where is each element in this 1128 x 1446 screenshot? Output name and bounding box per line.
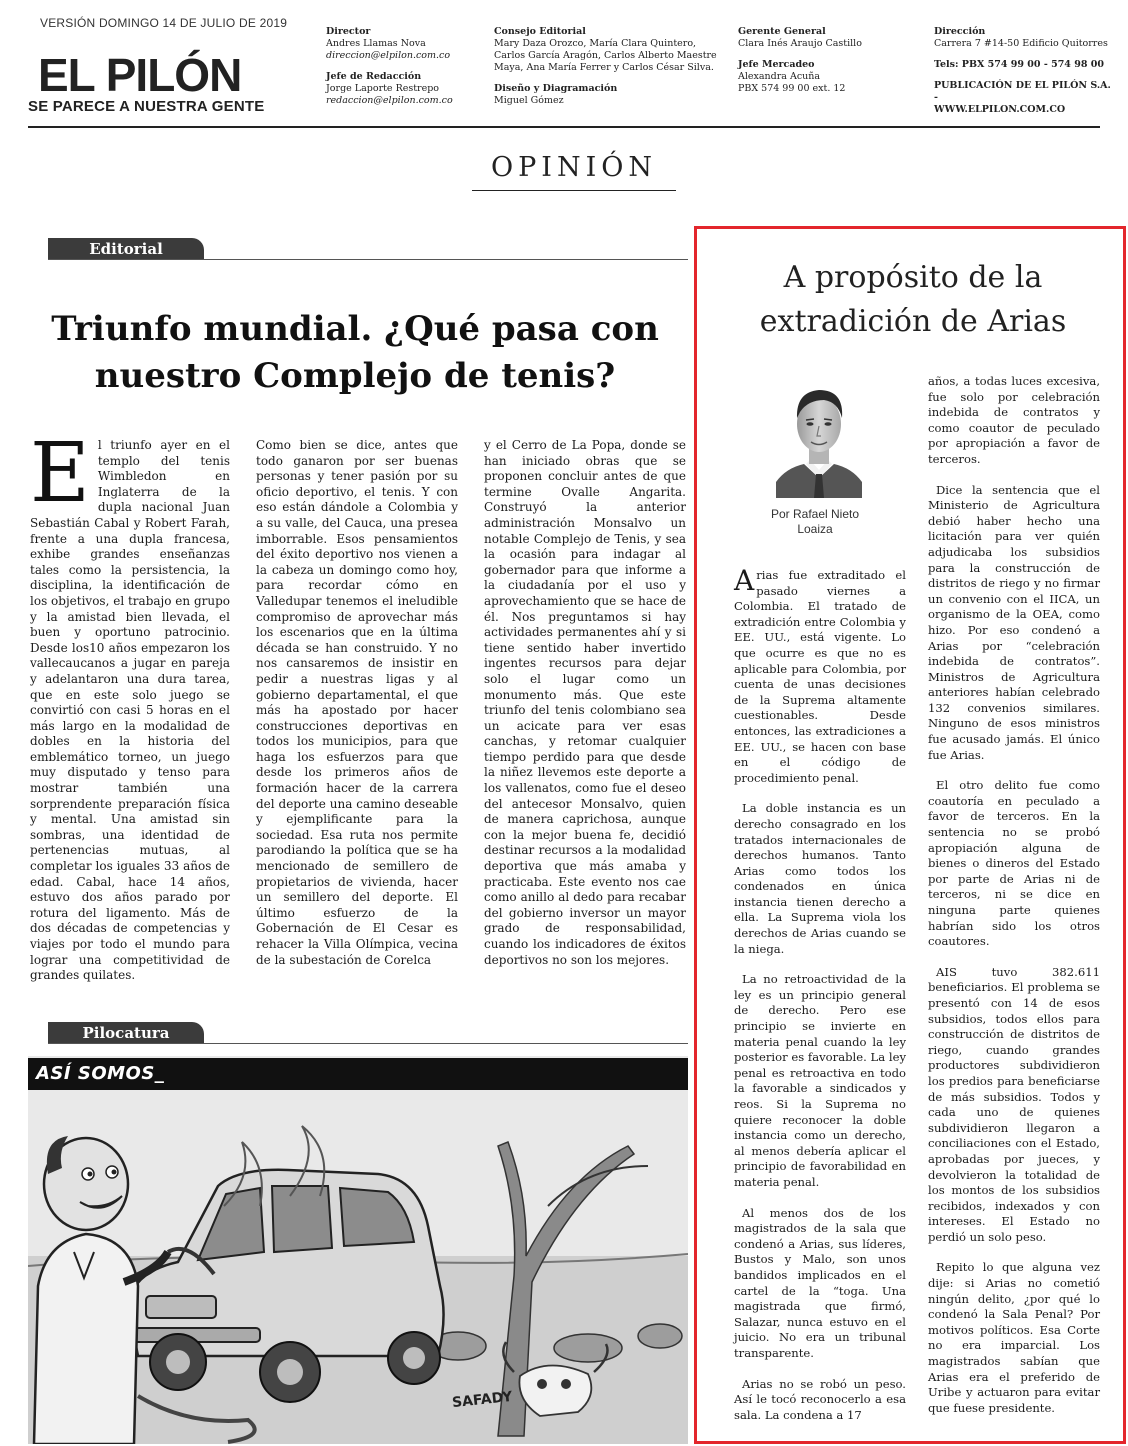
staff-director bbox=[326, 26, 486, 107]
mercadeo-phone: PBX 574 99 00 ext. 12 bbox=[738, 83, 846, 94]
redaccion-email: redaccion@elpilon.com.co bbox=[326, 95, 453, 106]
consejo-label: Consejo Editorial bbox=[494, 26, 586, 37]
mercadeo-label: Jefe Mercadeo bbox=[738, 59, 815, 70]
opinion-paragraph-text: rias fue extraditado el pasado viernes a Colombia. El tratado de extradición entre Colombia y EE. UU., está vigente. Lo que ocurre es que no es aplicable para Colombia, por cuenta de unas decisiones de la Suprema altamente cuestionables. Desde entonces, las extradiciones a EE. UU., se hacen con base en el código de procedimiento penal. bbox=[734, 568, 906, 785]
redaccion-name: Jorge Laporte Restrepo bbox=[326, 83, 439, 94]
opinion-paragraph: Al menos dos de los magistrados de la sala que condenó a Arias, sus líderes, Bustos y Malo, son unos bandidos implicados en el cartel de la “toga. Una magistrada que firmó, Salazar, nunca estuvo en el juicio. No era un tribunal transparente. bbox=[734, 1205, 906, 1360]
diseno-label: Diseño y Diagramación bbox=[494, 83, 618, 94]
cartoon-title: ASÍ SOMOS_ bbox=[36, 1063, 165, 1084]
opinion-column-left bbox=[734, 564, 906, 1438]
redaccion-label: Jefe de Redacción bbox=[326, 71, 422, 82]
byline-line: Por Rafael Nieto bbox=[770, 507, 860, 521]
section-title: OPINIÓN bbox=[490, 152, 658, 183]
opinion-paragraph: La doble instancia es un derecho consagrado en los tratados internacionales de derechos humanos. Tanto Arias como todos los condenados en única instancia tienen derecho a ella. La Suprema viola los derechos de Arias cuando se la niega. bbox=[734, 801, 906, 956]
opinion-headline bbox=[700, 256, 1126, 344]
opinion-paragraph: El otro delito fue como coautoría en peculado a favor de terceros. En la sentencia no se probó apropiación alguna de bienes o dineros del Estado por parte de Arias ni de terceros, ni se dice en ninguna parte quienes habrían sido los otros coautores. bbox=[928, 778, 1100, 949]
edition-date: VERSIÓN DOMINGO 14 DE JULIO DE 2019 bbox=[40, 16, 288, 30]
newspaper-tagline: SE PARECE A NUESTRA GENTE bbox=[28, 98, 265, 115]
opinion-headline-line: A propósito de la bbox=[783, 260, 1043, 295]
direccion-value: Carrera 7 #14-50 Edificio Quitorres bbox=[934, 38, 1108, 49]
gerente-label: Gerente General bbox=[738, 26, 826, 37]
opinion-column-right bbox=[928, 374, 1100, 1431]
editorial-column-1 bbox=[30, 426, 230, 984]
director-label: Director bbox=[326, 26, 371, 37]
staff-consejo bbox=[494, 26, 724, 107]
editorial-headline: Triunfo mundial. ¿Qué pasa con nuestro Complejo de tenis? bbox=[51, 309, 659, 396]
diseno-name: Miguel Gómez bbox=[494, 95, 564, 106]
phone-numbers: Tels: PBX 574 99 00 - 574 98 00 bbox=[934, 59, 1104, 70]
opinion-paragraph: Arias no se robó un peso. Así le tocó reconocerlo a esa sala. La condena a 17 bbox=[734, 1376, 906, 1422]
author-portrait bbox=[776, 378, 862, 498]
consejo-line: Maya, Ana María Ferrer y Carlos César Silva. bbox=[494, 62, 714, 73]
editorial-dropcap: E bbox=[30, 426, 90, 521]
opinion-byline bbox=[760, 507, 870, 537]
section-title-rule bbox=[472, 190, 676, 191]
publisher-line: PUBLICACIÓN DE EL PILÓN S.A. - bbox=[934, 80, 1111, 103]
newspaper-logo: EL PILÓN bbox=[38, 49, 242, 101]
editorial-tab: Editorial bbox=[48, 238, 204, 260]
staff-gerencia bbox=[738, 26, 918, 95]
direccion-label: Dirección bbox=[934, 26, 986, 37]
consejo-line: Carlos García Aragón, Carlos Alberto Maestre bbox=[494, 50, 717, 61]
opinion-paragraph: años, a todas luces excesiva, fue solo por celebración indebida de contratos y como coautor de peculado por apropiación a favor de terceros. bbox=[928, 374, 1100, 466]
opinion-headline-line: extradición de Arias bbox=[759, 304, 1067, 339]
masthead-divider bbox=[28, 126, 1100, 128]
staff-direccion bbox=[934, 26, 1114, 116]
opinion-paragraph: Repito lo que alguna vez dije: si Arias no cometió ningún delito, ¿por qué lo condenó la Sala Penal? Por motivos políticos. Esa Corte no era imparcial. Los magistrados sabían que Arias era el preferido de Uribe y actuaron para evitar que fuese presidente. bbox=[928, 1260, 1100, 1415]
editorial-column-2: Como bien se dice, antes que todo ganaron por ser buenas personas y tener pasión por su oficio deportivo, el tenis. Y con eso están dándole a Colombia y a su valle, del Cauca, una presea imborrable. Esos pensamientos del éxito deportivo nos vienen a la cabeza un domingo como hoy, para recordar cómo en Valledupar tenemos el ineludible compromiso de aprovechar más los escenarios que en la última década se han construido. Y no nos cansaremos de insistir en pedir a nuestras ligas y al gobierno departamental, el que más ha apostado por hacer construcciones deportivas en todos los municipios, para que haga los esfuerzos para que desde los primeros años de formación hacer de la carrera del deporte una camino deseable y ejemplificante para la sociedad. Esa ruta nos permite parodiando la política que se ha mencionado de semillero de propietarios de vivienda, hacer un semillero del deporte. El último esfuerzo de la Gobernación de El Cesar es rehacer la Villa Olímpica, vecina de la subestación de Corelca bbox=[256, 438, 458, 967]
editorial-rule bbox=[48, 259, 688, 260]
opinion-dropcap: A bbox=[734, 564, 755, 597]
opinion-paragraph: AIS tuvo 382.611 beneficiarios. El problema se presentó con 14 de esos subsidios, todos ellos para construcción de distritos de riego, cuando grandes productores subdividieron los predios para beneficiarse de más subsidios. Todos y cada uno de quienes subdividieron llegaron a conciliaciones con el Estado, aprobadas por jueces, y devolvieron la totalidad de los montos de los subsidios recibidos, indexados y con intereses. El Estado no perdió un solo peso. bbox=[928, 964, 1100, 1244]
website-link[interactable]: WWW.ELPILON.COM.CO bbox=[934, 104, 1066, 115]
consejo-line: Mary Daza Orozco, María Clara Quintero, bbox=[494, 38, 697, 49]
opinion-paragraph: La no retroactividad de la ley es un principio general de derecho. Pero ese principio se invierte en materia penal cuando la ley posterior es favorable. La ley penal es retroactiva en todo la favorable a sindicados y reos. Si la Suprema no quiere reconocer la doble instancia como un derecho, al menos debería aplicar el principio de favorabilidad en materia penal. bbox=[734, 972, 906, 1189]
director-email: direccion@elpilon.com.co bbox=[326, 50, 451, 61]
pilocatura-tab: Pilocatura bbox=[48, 1022, 204, 1044]
editorial-column-1-text: l triunfo ayer en el templo del tenis Wimbledon en Inglaterra de la dupla nacional Juan Sebastián Cabal y Robert Farah, frente a una dupla francesa, exhibe grandes enseñanzas tales como la persistencia, la disciplina, la identificación de los objetivos, el trabajo en grupo y la amistad bien llevada, el buen y oportuno patrocinio. Desde los10 años empezaron los vallecaucanos a jugar en pareja y adelantaron una dura tarea, que en este solo juego se convirtió con casi 5 horas en el más largo en la modalidad de dobles en la historia del emblemático torneo, un juego muy disputado y tenso para mostrar también una sorprendente preparación física y mental. Una amistad sin sombras, una identidad de pertenencias mutuas, al completar los iguales 33 años de edad. Cabal, hace 14 años, estuvo dos años parado por rotura del ligamento. Más de dos décadas de competencias y viajes por todo el mundo para lograr una competitividad de grandes quilates. bbox=[30, 438, 230, 983]
director-name: Andres Llamas Nova bbox=[326, 38, 426, 49]
gerente-name: Clara Inés Araujo Castillo bbox=[738, 38, 862, 49]
cartoonist-signature: SAFADY bbox=[451, 1388, 514, 1412]
opinion-paragraph: Dice la sentencia que el Ministerio de Agricultura debió haber hecho una licitación para ver quién adjudicaba los subsidios para la construcción de distritos de riego y no firmar un convenio con el IICA, un organismo de la OEA, como hizo. Por eso condenó a Arias por “celebración indebida de contratos”. Ministros de Agricultura anteriores habían celebrado 132 convenios similares. Ninguno de esos ministros fue acusado jamás. El único fue Arias. bbox=[928, 482, 1100, 762]
mercadeo-name: Alexandra Acuña bbox=[738, 71, 821, 82]
editorial-column-3: y el Cerro de La Popa, donde se han iniciado obras que se proponen concluir antes de que termine Ovalle Angarita. Construyó la anterior administración Monsalvo un notable Complejo de Tenis, y sea la ocasión para indagar al gobernador para que informe a la ciudadanía por el uso y aprovechamiento que se hace de él. Nos preguntamos si hay actividades permanentes ahí y si tiene sentido haber invertido ingentes recursos para dejar solo el lugar como un monumento más. Que este triunfo del tenis colombiano sea un acicate para ver esas canchas, y retomar cualquier tiempo perdido para que desde la niñez llevemos este deporte a los vallenatos, como fue el deseo del antecesor Monsalvo, quien de manera caprichosa, aunque con la mejor buena fe, decidió destinar recursos a la modalidad deportiva que más amaba y practicaba. Este evento nos cae como anillo al dedo para recabar del gobierno inversor un mayor grado de responsabilidad, cuando los indicadores de éxitos deportivos no son los mejores. bbox=[484, 438, 686, 967]
byline-line: Loaiza bbox=[797, 522, 833, 536]
editorial-cartoon bbox=[28, 1056, 688, 1444]
opinion-paragraph bbox=[734, 564, 906, 786]
pilocatura-rule bbox=[48, 1043, 688, 1044]
